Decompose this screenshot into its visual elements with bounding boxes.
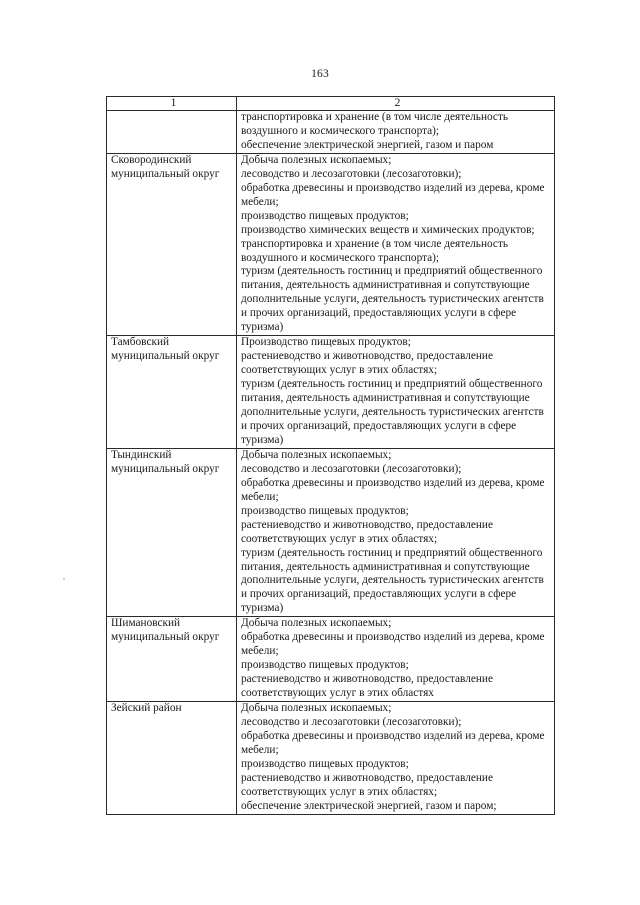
- municipality-cell: [107, 617, 237, 702]
- activity-line: Добыча полезных ископаемых;: [241, 702, 392, 715]
- column-header-2: 2: [237, 97, 555, 111]
- activity-line: мебели;: [241, 645, 279, 658]
- municipality-name-line: Сковородинский: [111, 153, 192, 166]
- activity-line: транспортировка и хранение (в том числе деятельность: [241, 111, 509, 123]
- activity-line: производство пищевых продуктов;: [241, 504, 409, 517]
- activity-line: лесоводство и лесозаготовки (лесозаготовки);: [241, 462, 462, 475]
- activities-cell: [237, 448, 555, 616]
- municipality-cell: [107, 448, 237, 616]
- activity-line: и прочих организаций, предоставляющих услуги в сфере: [241, 419, 517, 432]
- activity-line: воздушного и космического транспорта);: [241, 251, 440, 264]
- table-row: [107, 617, 555, 702]
- activity-line: производство пищевых продуктов;: [241, 757, 409, 770]
- activity-line: обеспечение электрической энергией, газом и паром;: [241, 799, 497, 812]
- activity-line: туризм (деятельность гостиниц и предприятий общественного: [241, 265, 543, 278]
- activity-line: производство пищевых продуктов;: [241, 659, 409, 672]
- page-number: 163: [311, 68, 329, 80]
- activity-line: обработка древесины и производство изделий из дерева, кроме: [241, 181, 545, 194]
- activity-line: туризма): [241, 321, 284, 334]
- activity-line: туризма): [241, 602, 284, 615]
- activity-line: и прочих организаций, предоставляющих услуги в сфере: [241, 307, 517, 320]
- table-row: [107, 111, 555, 154]
- activity-line: растениеводство и животноводство, предоставление: [241, 518, 493, 531]
- activity-line: соответствующих услуг в этих областях;: [241, 785, 438, 798]
- municipality-cell: [107, 336, 237, 449]
- municipality-name-line: муниципальный округ: [111, 631, 220, 644]
- activities-cell: [237, 111, 555, 154]
- municipality-cell: [107, 153, 237, 335]
- activity-line: лесоводство и лесозаготовки (лесозаготовки);: [241, 167, 462, 180]
- activity-line: растениеводство и животноводство, предоставление: [241, 350, 493, 363]
- activity-line: лесоводство и лесозаготовки (лесозаготовки);: [241, 715, 462, 728]
- activity-line: производство химических веществ и химических продуктов;: [241, 223, 535, 236]
- activity-line: питания, деятельность административная и сопутствующие: [241, 279, 530, 292]
- activity-line: обработка древесины и производство изделий из дерева, кроме: [241, 631, 545, 644]
- activity-line: соответствующих услуг в этих областях;: [241, 364, 438, 377]
- activity-line: соответствующих услуг в этих областях;: [241, 532, 438, 545]
- municipality-name-line: Тындинский: [111, 448, 172, 461]
- activities-cell: [237, 702, 555, 815]
- municipality-name-line: Зейский район: [111, 702, 182, 715]
- municipality-name-line: Шимановский: [111, 617, 181, 630]
- table-row: [107, 336, 555, 449]
- activity-line: Добыча полезных ископаемых;: [241, 448, 392, 461]
- activities-table: [106, 96, 555, 815]
- table-body: [107, 111, 555, 815]
- municipality-cell: [107, 702, 237, 815]
- activity-line: обеспечение электрической энергией, газом и паром: [241, 138, 494, 151]
- activity-line: туризм (деятельность гостиниц и предприятий общественного: [241, 378, 543, 391]
- activities-cell: [237, 336, 555, 449]
- activity-line: производство пищевых продуктов;: [241, 209, 409, 222]
- activity-line: питания, деятельность административная и сопутствующие: [241, 392, 530, 405]
- activity-line: обработка древесины и производство изделий из дерева, кроме: [241, 476, 545, 489]
- activity-line: питания, деятельность административная и сопутствующие: [241, 560, 530, 573]
- activity-line: дополнительные услуги, деятельность туристических агентств: [241, 574, 544, 587]
- activity-line: дополнительные услуги, деятельность туристических агентств: [241, 293, 544, 306]
- activity-line: растениеводство и животноводство, предоставление: [241, 771, 493, 784]
- table-header-row: [107, 97, 555, 111]
- activity-line: обработка древесины и производство изделий из дерева, кроме: [241, 729, 545, 742]
- table-row: [107, 702, 555, 815]
- activity-line: Добыча полезных ископаемых;: [241, 153, 392, 166]
- activity-line: и прочих организаций, предоставляющих услуги в сфере: [241, 588, 517, 601]
- municipality-cell: [107, 111, 237, 154]
- municipality-name-line: Тамбовский: [111, 336, 170, 349]
- activity-line: воздушного и космического транспорта);: [241, 124, 440, 137]
- activity-line: мебели;: [241, 490, 279, 503]
- activity-line: Производство пищевых продуктов;: [241, 336, 411, 349]
- activity-line: Добыча полезных ископаемых;: [241, 617, 392, 630]
- municipality-name-line: муниципальный округ: [111, 167, 220, 180]
- activity-line: мебели;: [241, 743, 279, 756]
- activity-line: растениеводство и животноводство, предоставление: [241, 673, 493, 686]
- municipality-name-line: муниципальный округ: [111, 350, 220, 363]
- column-header-1: 1: [107, 97, 237, 111]
- activities-cell: [237, 617, 555, 702]
- activity-line: соответствующих услуг в этих областях: [241, 687, 434, 700]
- activity-line: туризм (деятельность гостиниц и предприятий общественного: [241, 546, 543, 559]
- table-row: [107, 448, 555, 616]
- activity-line: мебели;: [241, 195, 279, 208]
- table-row: [107, 153, 555, 335]
- activity-line: туризма): [241, 433, 284, 446]
- activities-cell: [237, 153, 555, 335]
- scan-mark: ,: [63, 572, 65, 581]
- activity-line: транспортировка и хранение (в том числе деятельность: [241, 237, 509, 250]
- municipality-name-line: муниципальный округ: [111, 462, 220, 475]
- activity-line: дополнительные услуги, деятельность туристических агентств: [241, 406, 544, 419]
